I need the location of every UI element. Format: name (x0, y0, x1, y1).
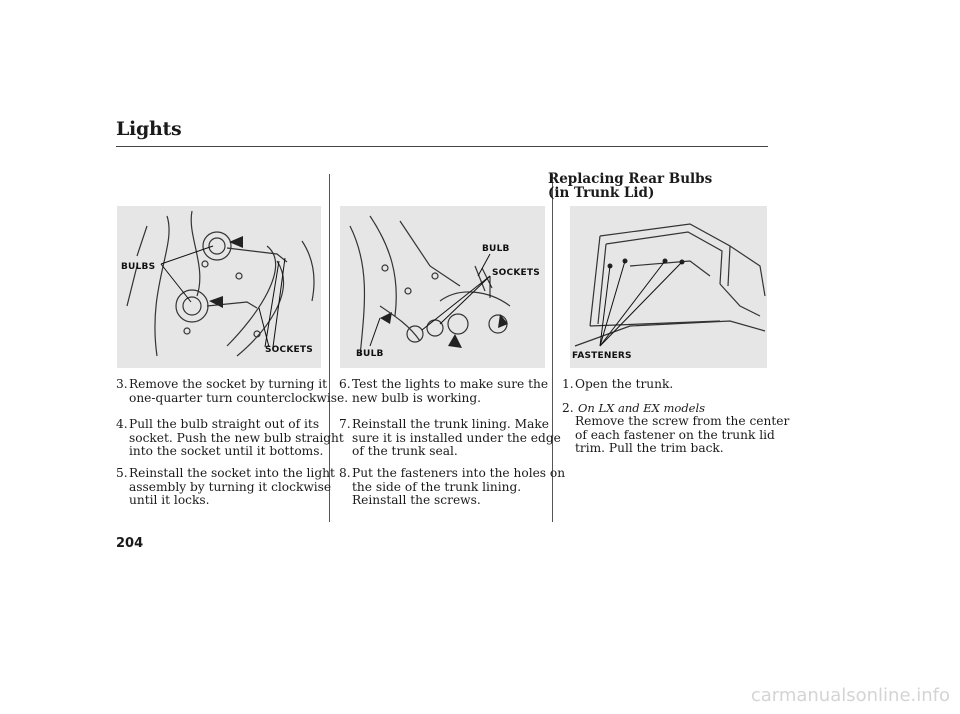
step-text: Open the trunk. (575, 377, 674, 391)
step-number: 3. (116, 377, 128, 391)
step-text: Test the lights to make sure the new bulb is working. (352, 377, 549, 405)
model-note: On LX and EX models (578, 401, 706, 415)
step-2 (562, 401, 790, 462)
step-1 (562, 378, 772, 394)
figure-trunk-fasteners (570, 206, 767, 368)
step-number: 6. (339, 377, 351, 391)
taillight-illustration (117, 206, 321, 368)
step-7 (339, 417, 561, 462)
section-heading-line1: Replacing Rear Bulbs (548, 171, 713, 187)
figure-trunk-lid-sockets (340, 206, 545, 368)
step-5 (116, 466, 335, 511)
step-4 (116, 417, 344, 462)
label-sockets: SOCKETS (265, 345, 313, 355)
figure-taillight-bulbs (117, 206, 321, 368)
page-number: 204 (116, 536, 144, 551)
step-number: 5. (116, 466, 128, 480)
step-number: 7. (339, 417, 351, 431)
step-text: Remove the socket by turning it one-quarter turn counterclockwise. (129, 377, 349, 405)
page-title: Lights (116, 118, 182, 140)
section-heading (548, 172, 712, 200)
step-number: 4. (116, 417, 128, 431)
step-text: Pull the bulb straight out of its socket. Push the new bulb straight into the socket until it bottoms. (129, 417, 344, 458)
step-text: Put the fasteners into the holes on the side of the trunk lining. Reinstall the screws. (352, 466, 566, 507)
step-number: 1. (562, 377, 574, 391)
step-number: 8. (339, 466, 351, 480)
step-text: Remove the screw from the center of each fastener on the trunk lid trim. Pull the trim back. (575, 414, 790, 455)
label-bulb-bottom: BULB (356, 349, 384, 359)
step-text: Reinstall the trunk lining. Make sure it is installed under the edge of the trunk seal. (352, 417, 561, 458)
step-8 (339, 466, 566, 511)
step-text: Reinstall the socket into the light assembly by turning it clockwise until it locks. (129, 466, 335, 507)
section-heading-line2: (in Trunk Lid) (548, 185, 655, 201)
label-bulb-top: BULB (482, 244, 510, 254)
title-rule (116, 146, 768, 147)
step-3 (116, 377, 349, 408)
watermark: carmanualsonline.info (750, 685, 950, 706)
open-trunk-illustration (570, 206, 767, 368)
step-6 (339, 378, 549, 408)
trunk-lid-illustration (340, 206, 545, 368)
step-number: 2. (562, 401, 574, 415)
label-bulbs: BULBS (121, 262, 156, 272)
label-fasteners: FASTENERS (572, 351, 632, 361)
label-sockets: SOCKETS (492, 268, 540, 278)
